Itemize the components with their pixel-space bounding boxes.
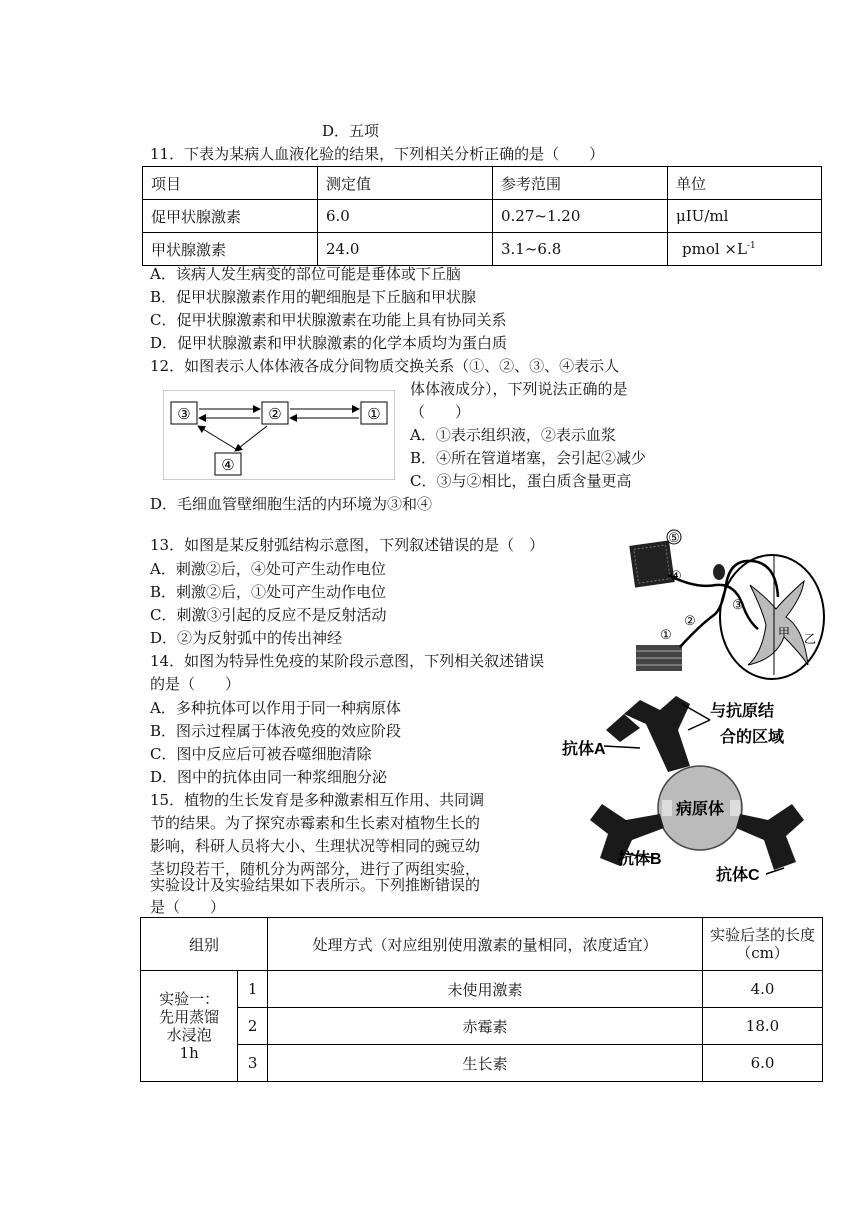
table-cell: 3.1~6.8 <box>493 233 668 266</box>
q15-line6: 是（ ） <box>150 898 226 916</box>
table-cell: 甲状腺激素 <box>143 233 318 266</box>
group-label-line: 1h <box>179 1044 199 1062</box>
table-cell: 6.0 <box>318 200 493 233</box>
header-treatment: 处理方式（对应组别使用激素的量相同，浓度适宜） <box>268 918 703 971</box>
table-cell: 促甲状腺激素 <box>143 200 318 233</box>
q11-stem: 11．下表为某病人血液化验的结果，下列相关分析正确的是（ ） <box>150 145 605 163</box>
row-length: 4.0 <box>703 971 823 1008</box>
row-length: 6.0 <box>703 1045 823 1082</box>
q12-option-b: B．④所在管道堵塞，会引起②减少 <box>410 449 647 467</box>
q15-line1: 15．植物的生长发育是多种激素相互作用、共同调 <box>150 791 485 809</box>
label-1: ① <box>660 628 672 643</box>
q12-stem-line1: 12．如图表示人体体液各成分间物质交换关系（①、②、③、④表示人 <box>150 357 620 375</box>
table-row <box>141 971 823 1008</box>
q14-option-c: C．图中反应后可被吞噬细胞清除 <box>150 745 372 763</box>
label-2: ② <box>684 614 696 629</box>
box-1-label: ① <box>367 405 381 423</box>
label-pathogen: 病原体 <box>675 801 725 818</box>
label-yi: 乙 <box>803 632 817 646</box>
q12-option-c: C．③与②相比，蛋白质含量更高 <box>410 472 632 490</box>
q11-option-c: C．促甲状腺激素和甲状腺激素在功能上具有协同关系 <box>150 311 507 329</box>
table-row <box>143 200 822 233</box>
box-3-label: ③ <box>177 405 191 423</box>
row-treatment: 生长素 <box>268 1045 703 1082</box>
row-treatment: 赤霉素 <box>268 1008 703 1045</box>
antibody-figure <box>560 690 840 890</box>
q14-option-d: D．图中的抗体由同一种浆细胞分泌 <box>150 768 388 786</box>
label-antibody-c: 抗体C <box>716 867 760 884</box>
q11-option-d: D．促甲状腺激素和甲状腺激素的化学本质均为蛋白质 <box>150 334 508 352</box>
q11-table <box>142 166 822 266</box>
header-cell: 参考范围 <box>493 167 668 200</box>
q15-line3: 影响，科研人员将大小、生理状况等相同的豌豆幼 <box>150 837 481 855</box>
q12-option-d: D．毛细血管壁细胞生活的内环境为③和④ <box>150 495 433 513</box>
q12-stem-line3: （ ） <box>410 403 471 421</box>
reflex-arc-figure <box>626 525 832 685</box>
group-label-line: 实验一： <box>159 990 220 1008</box>
q15-line2: 节的结果。为了探究赤霉素和生长素对植物生长的 <box>150 814 481 832</box>
label-antibody-b: 抗体B <box>618 851 662 868</box>
previous-option-d: D．五项 <box>322 122 380 140</box>
table-header-row <box>143 167 822 200</box>
q12-option-a: A．①表示组织液，②表示血浆 <box>410 426 616 444</box>
label-5: ⑤ <box>668 531 680 546</box>
table-row <box>141 1008 823 1045</box>
table-header-row <box>141 918 823 971</box>
q12-stem-line2: 体体液成分），下列说法正确的是 <box>410 380 628 398</box>
group-label-line: 先用蒸馏 <box>159 1008 220 1026</box>
table-cell-unit <box>668 233 822 266</box>
row-number: 3 <box>238 1045 268 1082</box>
label-binding-line1: 与抗原结 <box>710 703 775 720</box>
header-cell: 单位 <box>668 167 822 200</box>
header-cell: 测定值 <box>318 167 493 200</box>
group-label-line: 水浸泡 <box>166 1026 212 1044</box>
label-4: ④ <box>670 569 682 584</box>
table-row <box>143 233 822 266</box>
row-treatment: 未使用激素 <box>268 971 703 1008</box>
q13-stem: 13．如图是某反射弧结构示意图，下列叙述错误的是（ ） <box>150 536 545 554</box>
label-3: ③ <box>732 598 744 613</box>
q15-line5: 实验设计及实验结果如下表所示。下列推断错误的 <box>150 876 481 894</box>
q14-option-b: B．图示过程属于体液免疫的效应阶段 <box>150 722 402 740</box>
unit-superscript: -1 <box>746 241 756 251</box>
q15-line4: 茎切段若干，随机分为两部分，进行了两组实验， <box>150 860 481 878</box>
label-antibody-a: 抗体A <box>562 741 606 758</box>
header-length-line2: （cm） <box>736 944 789 962</box>
label-jia: 甲 <box>777 626 791 640</box>
table-cell: 24.0 <box>318 233 493 266</box>
q11-option-b: B．促甲状腺激素作用的靶细胞是下丘脑和甲状腺 <box>150 288 477 306</box>
q13-option-d: D．②为反射弧中的传出神经 <box>150 629 343 647</box>
header-cell: 项目 <box>143 167 318 200</box>
q11-option-a: A．该病人发生病变的部位可能是垂体或下丘脑 <box>150 265 461 283</box>
group-label <box>141 971 238 1082</box>
q13-option-c: C．刺激③引起的反应不是反射活动 <box>150 606 387 624</box>
unit-text: pmol ×L <box>682 240 747 258</box>
table-row <box>141 1045 823 1082</box>
box-4-label: ④ <box>221 456 235 474</box>
q13-option-b: B．刺激②后，①处可产生动作电位 <box>150 583 387 601</box>
header-group: 组别 <box>141 918 268 971</box>
label-binding-line2: 合的区域 <box>720 729 785 746</box>
row-number: 1 <box>238 971 268 1008</box>
header-length <box>703 918 823 971</box>
table-cell: 0.27~1.20 <box>493 200 668 233</box>
q15-table <box>140 917 823 1082</box>
q14-stem-line1: 14．如图为特异性免疫的某阶段示意图，下列相关叙述错误 <box>150 652 545 670</box>
q13-option-a: A．刺激②后，④处可产生动作电位 <box>150 560 386 578</box>
box-2-label: ② <box>268 405 282 423</box>
body-fluid-diagram <box>163 390 395 480</box>
row-length: 18.0 <box>703 1008 823 1045</box>
q14-option-a: A．多种抗体可以作用于同一种病原体 <box>150 699 401 717</box>
row-number: 2 <box>238 1008 268 1045</box>
table-cell: μIU/ml <box>668 200 822 233</box>
header-length-line1: 实验后茎的长度 <box>709 926 815 944</box>
q14-stem-line2: 的是（ ） <box>150 675 241 693</box>
